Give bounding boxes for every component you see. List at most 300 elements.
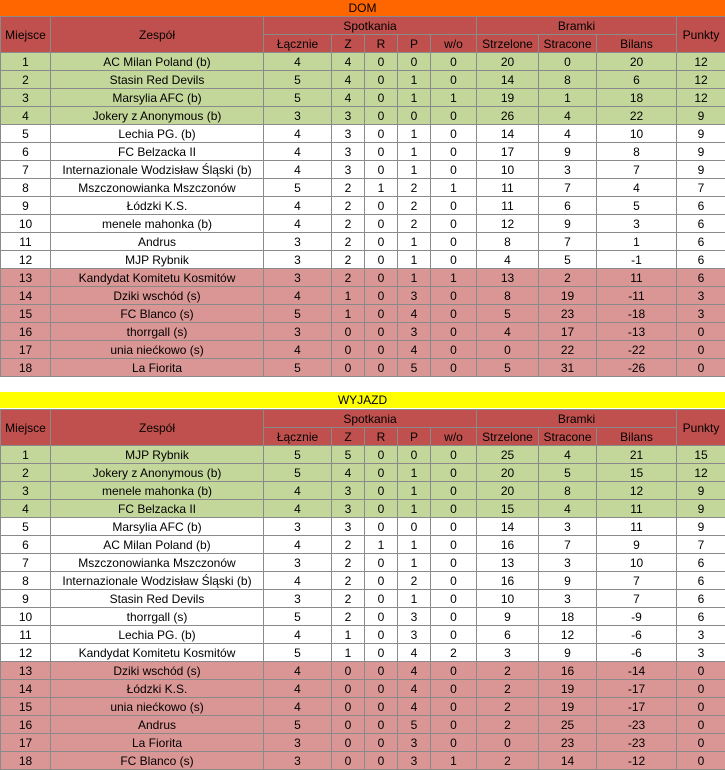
cell-place: 12 <box>1 251 51 269</box>
cell-scored: 9 <box>477 608 539 626</box>
cell-points: 6 <box>677 554 725 572</box>
cell-draws: 0 <box>365 626 398 644</box>
cell-team: menele mahonka (b) <box>51 482 264 500</box>
cell-place: 14 <box>1 287 51 305</box>
cell-team: Kandydat Komitetu Kosmitów <box>51 269 264 287</box>
table-row <box>1 269 725 287</box>
col-header-wins: Z <box>332 428 365 446</box>
cell-draws: 0 <box>365 89 398 107</box>
cell-balance: 7 <box>597 161 677 179</box>
cell-balance: 21 <box>597 446 677 464</box>
cell-wins: 4 <box>332 53 365 71</box>
cell-total: 3 <box>264 251 332 269</box>
cell-wins: 0 <box>332 698 365 716</box>
cell-losses: 0 <box>398 446 431 464</box>
cell-scored: 15 <box>477 500 539 518</box>
cell-team: MJP Rybnik <box>51 446 264 464</box>
cell-points: 6 <box>677 197 725 215</box>
cell-points: 9 <box>677 482 725 500</box>
cell-scored: 0 <box>477 341 539 359</box>
cell-conceded: 1 <box>539 89 597 107</box>
cell-team: MJP Rybnik <box>51 251 264 269</box>
cell-points: 9 <box>677 125 725 143</box>
table-row <box>1 446 725 464</box>
cell-draws: 0 <box>365 698 398 716</box>
col-header-place: Miejsce <box>1 410 51 446</box>
cell-balance: 3 <box>597 215 677 233</box>
cell-scored: 11 <box>477 197 539 215</box>
cell-total: 3 <box>264 554 332 572</box>
col-header-losses: P <box>398 428 431 446</box>
cell-walkover: 0 <box>431 590 477 608</box>
cell-scored: 26 <box>477 107 539 125</box>
cell-wins: 0 <box>332 680 365 698</box>
cell-total: 3 <box>264 323 332 341</box>
cell-draws: 0 <box>365 215 398 233</box>
cell-losses: 0 <box>398 107 431 125</box>
cell-place: 18 <box>1 752 51 770</box>
cell-scored: 13 <box>477 554 539 572</box>
cell-scored: 4 <box>477 323 539 341</box>
cell-team: Lechia PG. (b) <box>51 125 264 143</box>
cell-walkover: 0 <box>431 323 477 341</box>
col-header-goals-group: Bramki <box>477 17 677 35</box>
cell-walkover: 0 <box>431 554 477 572</box>
cell-team: FC Blanco (s) <box>51 752 264 770</box>
col-header-goals-group: Bramki <box>477 410 677 428</box>
cell-team: AC Milan Poland (b) <box>51 536 264 554</box>
cell-total: 4 <box>264 626 332 644</box>
cell-walkover: 0 <box>431 464 477 482</box>
cell-walkover: 0 <box>431 143 477 161</box>
cell-balance: 7 <box>597 590 677 608</box>
cell-scored: 2 <box>477 680 539 698</box>
cell-place: 8 <box>1 572 51 590</box>
cell-place: 4 <box>1 500 51 518</box>
cell-team: unia niećkowo (s) <box>51 341 264 359</box>
cell-total: 4 <box>264 143 332 161</box>
cell-place: 7 <box>1 161 51 179</box>
cell-walkover: 0 <box>431 107 477 125</box>
cell-walkover: 0 <box>431 251 477 269</box>
col-header-losses: P <box>398 35 431 53</box>
cell-draws: 0 <box>365 323 398 341</box>
cell-total: 4 <box>264 572 332 590</box>
table-row <box>1 71 725 89</box>
cell-draws: 1 <box>365 179 398 197</box>
cell-conceded: 2 <box>539 269 597 287</box>
cell-conceded: 3 <box>539 590 597 608</box>
table-row <box>1 323 725 341</box>
cell-place: 11 <box>1 626 51 644</box>
cell-draws: 0 <box>365 341 398 359</box>
cell-losses: 5 <box>398 359 431 377</box>
cell-scored: 10 <box>477 590 539 608</box>
cell-conceded: 5 <box>539 464 597 482</box>
cell-place: 5 <box>1 125 51 143</box>
cell-losses: 2 <box>398 197 431 215</box>
cell-points: 6 <box>677 269 725 287</box>
cell-losses: 5 <box>398 716 431 734</box>
cell-points: 9 <box>677 500 725 518</box>
cell-place: 13 <box>1 662 51 680</box>
cell-points: 6 <box>677 215 725 233</box>
cell-losses: 3 <box>398 752 431 770</box>
cell-balance: -23 <box>597 716 677 734</box>
cell-total: 3 <box>264 734 332 752</box>
cell-place: 9 <box>1 590 51 608</box>
cell-points: 12 <box>677 53 725 71</box>
cell-walkover: 0 <box>431 305 477 323</box>
cell-losses: 3 <box>398 323 431 341</box>
cell-balance: 22 <box>597 107 677 125</box>
cell-balance: -22 <box>597 341 677 359</box>
cell-place: 5 <box>1 518 51 536</box>
cell-team: AC Milan Poland (b) <box>51 53 264 71</box>
cell-conceded: 3 <box>539 554 597 572</box>
cell-scored: 8 <box>477 233 539 251</box>
cell-balance: -14 <box>597 662 677 680</box>
cell-scored: 5 <box>477 305 539 323</box>
cell-balance: -9 <box>597 608 677 626</box>
cell-walkover: 0 <box>431 125 477 143</box>
table-row <box>1 287 725 305</box>
cell-points: 6 <box>677 251 725 269</box>
cell-wins: 2 <box>332 269 365 287</box>
cell-team: unia niećkowo (s) <box>51 698 264 716</box>
cell-balance: 8 <box>597 143 677 161</box>
home-table-title-band <box>0 0 725 16</box>
cell-wins: 3 <box>332 107 365 125</box>
cell-place: 15 <box>1 698 51 716</box>
cell-draws: 0 <box>365 662 398 680</box>
cell-balance: 15 <box>597 464 677 482</box>
cell-total: 4 <box>264 53 332 71</box>
cell-losses: 1 <box>398 233 431 251</box>
cell-place: 8 <box>1 179 51 197</box>
cell-conceded: 19 <box>539 287 597 305</box>
cell-wins: 2 <box>332 179 365 197</box>
cell-points: 0 <box>677 680 725 698</box>
cell-losses: 1 <box>398 161 431 179</box>
col-header-balance: Bilans <box>597 428 677 446</box>
cell-place: 7 <box>1 554 51 572</box>
cell-draws: 0 <box>365 554 398 572</box>
cell-wins: 1 <box>332 626 365 644</box>
cell-walkover: 0 <box>431 341 477 359</box>
cell-losses: 3 <box>398 287 431 305</box>
cell-balance: 9 <box>597 536 677 554</box>
col-header-conceded: Stracone <box>539 428 597 446</box>
cell-team: La Fiorita <box>51 359 264 377</box>
cell-balance: 10 <box>597 554 677 572</box>
table-row <box>1 161 725 179</box>
col-header-draws: R <box>365 35 398 53</box>
table-row <box>1 215 725 233</box>
cell-place: 16 <box>1 323 51 341</box>
table-row <box>1 53 725 71</box>
cell-losses: 1 <box>398 89 431 107</box>
cell-walkover: 0 <box>431 662 477 680</box>
cell-points: 12 <box>677 464 725 482</box>
cell-conceded: 16 <box>539 662 597 680</box>
cell-draws: 0 <box>365 464 398 482</box>
table-row <box>1 680 725 698</box>
cell-points: 0 <box>677 341 725 359</box>
cell-walkover: 0 <box>431 233 477 251</box>
cell-place: 17 <box>1 341 51 359</box>
col-header-total: Łącznie <box>264 428 332 446</box>
cell-points: 0 <box>677 734 725 752</box>
cell-conceded: 8 <box>539 482 597 500</box>
cell-wins: 0 <box>332 716 365 734</box>
cell-draws: 0 <box>365 590 398 608</box>
cell-walkover: 0 <box>431 734 477 752</box>
cell-scored: 13 <box>477 269 539 287</box>
cell-total: 4 <box>264 161 332 179</box>
cell-wins: 3 <box>332 500 365 518</box>
cell-place: 16 <box>1 716 51 734</box>
cell-total: 4 <box>264 662 332 680</box>
table-row <box>1 608 725 626</box>
cell-scored: 16 <box>477 536 539 554</box>
col-header-matches-group: Spotkania <box>264 410 477 428</box>
cell-losses: 2 <box>398 215 431 233</box>
cell-team: Dziki wschód (s) <box>51 662 264 680</box>
cell-losses: 2 <box>398 572 431 590</box>
cell-total: 5 <box>264 716 332 734</box>
cell-team: Łódzki K.S. <box>51 680 264 698</box>
cell-total: 3 <box>264 518 332 536</box>
cell-balance: -1 <box>597 251 677 269</box>
cell-points: 0 <box>677 662 725 680</box>
cell-scored: 11 <box>477 179 539 197</box>
cell-walkover: 0 <box>431 518 477 536</box>
cell-wins: 0 <box>332 359 365 377</box>
table-row <box>1 500 725 518</box>
cell-total: 4 <box>264 287 332 305</box>
away-standings-table <box>0 409 725 770</box>
table-row <box>1 125 725 143</box>
cell-conceded: 12 <box>539 626 597 644</box>
table-row <box>1 752 725 770</box>
cell-points: 9 <box>677 518 725 536</box>
cell-team: thorrgall (s) <box>51 608 264 626</box>
cell-scored: 2 <box>477 716 539 734</box>
cell-scored: 8 <box>477 287 539 305</box>
cell-points: 12 <box>677 89 725 107</box>
table-row <box>1 536 725 554</box>
cell-balance: 10 <box>597 125 677 143</box>
cell-wins: 3 <box>332 125 365 143</box>
cell-scored: 20 <box>477 53 539 71</box>
cell-walkover: 0 <box>431 71 477 89</box>
cell-conceded: 4 <box>539 125 597 143</box>
cell-balance: -17 <box>597 680 677 698</box>
cell-conceded: 7 <box>539 536 597 554</box>
cell-balance: 11 <box>597 269 677 287</box>
cell-total: 5 <box>264 464 332 482</box>
cell-conceded: 4 <box>539 446 597 464</box>
cell-losses: 4 <box>398 680 431 698</box>
cell-total: 5 <box>264 608 332 626</box>
cell-conceded: 4 <box>539 107 597 125</box>
cell-losses: 1 <box>398 554 431 572</box>
cell-walkover: 1 <box>431 269 477 287</box>
table-row <box>1 359 725 377</box>
cell-wins: 4 <box>332 464 365 482</box>
table-row <box>1 626 725 644</box>
cell-place: 1 <box>1 53 51 71</box>
cell-walkover: 0 <box>431 626 477 644</box>
home-table-title: DOM <box>348 1 377 15</box>
table-row <box>1 554 725 572</box>
cell-points: 3 <box>677 626 725 644</box>
cell-scored: 10 <box>477 161 539 179</box>
cell-place: 2 <box>1 464 51 482</box>
cell-losses: 3 <box>398 626 431 644</box>
cell-team: Jokery z Anonymous (b) <box>51 107 264 125</box>
cell-walkover: 0 <box>431 287 477 305</box>
col-header-conceded: Stracone <box>539 35 597 53</box>
cell-team: Łódzki K.S. <box>51 197 264 215</box>
table-row <box>1 590 725 608</box>
cell-total: 4 <box>264 125 332 143</box>
away-table-title-band <box>0 392 725 408</box>
cell-place: 4 <box>1 107 51 125</box>
cell-wins: 0 <box>332 662 365 680</box>
cell-draws: 0 <box>365 482 398 500</box>
cell-place: 10 <box>1 608 51 626</box>
cell-total: 3 <box>264 752 332 770</box>
cell-wins: 2 <box>332 572 365 590</box>
cell-walkover: 0 <box>431 482 477 500</box>
cell-place: 9 <box>1 197 51 215</box>
cell-wins: 2 <box>332 608 365 626</box>
cell-team: Jokery z Anonymous (b) <box>51 464 264 482</box>
cell-conceded: 23 <box>539 734 597 752</box>
cell-walkover: 0 <box>431 359 477 377</box>
cell-balance: -13 <box>597 323 677 341</box>
cell-walkover: 0 <box>431 572 477 590</box>
table-row <box>1 251 725 269</box>
cell-conceded: 5 <box>539 251 597 269</box>
cell-draws: 0 <box>365 608 398 626</box>
cell-losses: 1 <box>398 590 431 608</box>
cell-conceded: 25 <box>539 716 597 734</box>
cell-total: 5 <box>264 179 332 197</box>
cell-scored: 2 <box>477 698 539 716</box>
cell-walkover: 0 <box>431 161 477 179</box>
cell-wins: 5 <box>332 446 365 464</box>
cell-losses: 3 <box>398 734 431 752</box>
col-header-points: Punkty <box>677 410 725 446</box>
cell-total: 5 <box>264 305 332 323</box>
cell-walkover: 0 <box>431 215 477 233</box>
cell-conceded: 3 <box>539 161 597 179</box>
cell-losses: 1 <box>398 464 431 482</box>
cell-wins: 0 <box>332 752 365 770</box>
cell-conceded: 17 <box>539 323 597 341</box>
cell-walkover: 0 <box>431 608 477 626</box>
cell-points: 0 <box>677 752 725 770</box>
away-table-body <box>1 446 725 770</box>
cell-team: Marsylia AFC (b) <box>51 89 264 107</box>
cell-wins: 3 <box>332 143 365 161</box>
cell-draws: 0 <box>365 518 398 536</box>
cell-total: 3 <box>264 233 332 251</box>
cell-points: 12 <box>677 71 725 89</box>
cell-draws: 0 <box>365 446 398 464</box>
cell-conceded: 9 <box>539 143 597 161</box>
cell-team: FC Belzacka II <box>51 500 264 518</box>
cell-balance: 12 <box>597 482 677 500</box>
cell-place: 10 <box>1 215 51 233</box>
cell-place: 13 <box>1 269 51 287</box>
cell-draws: 0 <box>365 500 398 518</box>
cell-points: 0 <box>677 698 725 716</box>
cell-points: 3 <box>677 305 725 323</box>
cell-balance: 20 <box>597 53 677 71</box>
cell-total: 3 <box>264 107 332 125</box>
cell-total: 5 <box>264 359 332 377</box>
cell-total: 5 <box>264 644 332 662</box>
cell-conceded: 14 <box>539 752 597 770</box>
cell-wins: 3 <box>332 161 365 179</box>
cell-draws: 0 <box>365 71 398 89</box>
home-table-body <box>1 53 725 377</box>
cell-points: 15 <box>677 446 725 464</box>
cell-conceded: 4 <box>539 500 597 518</box>
table-row <box>1 644 725 662</box>
cell-draws: 0 <box>365 269 398 287</box>
cell-team: menele mahonka (b) <box>51 215 264 233</box>
cell-scored: 20 <box>477 464 539 482</box>
cell-walkover: 0 <box>431 698 477 716</box>
cell-walkover: 1 <box>431 752 477 770</box>
cell-losses: 4 <box>398 305 431 323</box>
cell-walkover: 0 <box>431 53 477 71</box>
cell-wins: 0 <box>332 734 365 752</box>
cell-losses: 1 <box>398 482 431 500</box>
cell-total: 4 <box>264 215 332 233</box>
cell-draws: 0 <box>365 161 398 179</box>
cell-points: 9 <box>677 143 725 161</box>
cell-balance: 11 <box>597 500 677 518</box>
cell-total: 5 <box>264 71 332 89</box>
cell-wins: 2 <box>332 233 365 251</box>
cell-points: 6 <box>677 572 725 590</box>
cell-draws: 0 <box>365 53 398 71</box>
cell-draws: 0 <box>365 197 398 215</box>
cell-total: 4 <box>264 680 332 698</box>
cell-walkover: 1 <box>431 179 477 197</box>
cell-balance: -18 <box>597 305 677 323</box>
cell-conceded: 0 <box>539 53 597 71</box>
cell-balance: -26 <box>597 359 677 377</box>
cell-conceded: 22 <box>539 341 597 359</box>
cell-losses: 1 <box>398 251 431 269</box>
cell-scored: 25 <box>477 446 539 464</box>
cell-walkover: 2 <box>431 644 477 662</box>
cell-losses: 0 <box>398 518 431 536</box>
cell-conceded: 19 <box>539 680 597 698</box>
cell-points: 0 <box>677 359 725 377</box>
cell-team: Stasin Red Devils <box>51 71 264 89</box>
cell-draws: 1 <box>365 536 398 554</box>
cell-wins: 2 <box>332 536 365 554</box>
cell-draws: 0 <box>365 251 398 269</box>
